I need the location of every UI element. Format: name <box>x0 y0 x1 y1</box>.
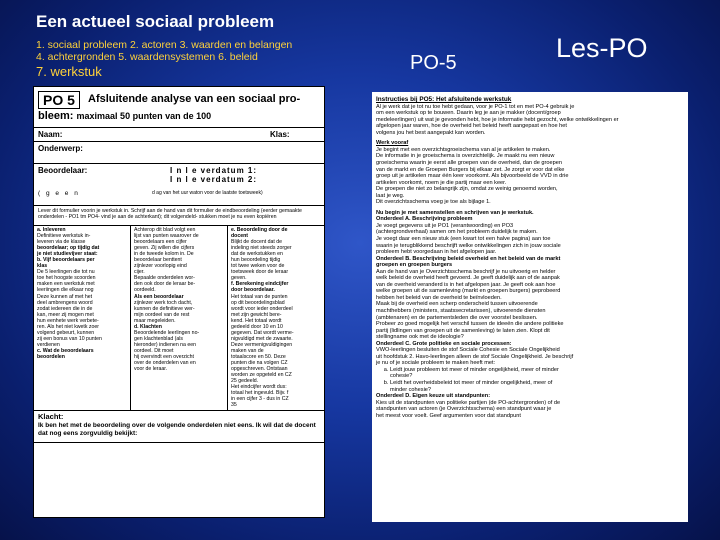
column-line: lijst van punten waarover de <box>134 233 199 240</box>
column-line: beoordelaars een cijfer <box>134 239 187 246</box>
geen-note: ( g e e n <box>38 190 80 197</box>
form-heading-line-1: Afsluitende analyse van een sociaal pro- <box>88 93 301 105</box>
column-line: totaalscore en 50. Deze <box>231 353 286 360</box>
instruction-line: b. Leidt het overheidsbeleid tot meer of minder ongelijkheid, meer of <box>376 380 553 387</box>
column-line: b. Vijf beoordelaars per <box>37 257 95 264</box>
column-line: je niet studievijver staat: <box>37 251 98 258</box>
form-columns <box>34 226 324 411</box>
column-line: Deze kunnen af met het <box>37 293 93 300</box>
slide-title: Een actueel sociaal probleem <box>36 12 275 31</box>
instruction-line: Maak bij de overheid een scherp onderscheid tussen uitvoerende <box>376 301 538 308</box>
subtitle-line-1: 1. sociaal probleem 2. actoren 3. waarden en belangen <box>36 39 293 51</box>
column-line: 35 <box>231 402 237 409</box>
column-line: gedeeld door 10 en 10 <box>231 323 283 330</box>
column-line: voor de leraar. <box>134 366 168 373</box>
column-line: zijnlezer voorlopig eind <box>134 263 187 270</box>
instruction-line: van de markt en de Groepen Burgers bij elkaar zet. Je zorgt er voor dat elke <box>376 166 565 173</box>
instruction-line: volgens jou het best aangepakt kan worden. <box>376 129 486 136</box>
column-line: toe het hoogste scoorden <box>37 275 96 282</box>
column-line: e. Beoordeling door de <box>231 227 288 233</box>
instruction-line: a. Leidt jouw probleem tot meer of minder ongelijkheid, meer of minder <box>376 366 559 373</box>
instruction-line: (achtergrondverhaal) samen om het probleem duidelijk te maken. <box>376 229 538 236</box>
column-line: maken een werkstuk met <box>37 281 95 288</box>
instruction-line: artikelen voorkomt, noem je die partij maar een keer. <box>376 179 507 186</box>
column-line: geven. <box>231 275 247 282</box>
column-line: cijer. <box>134 269 145 276</box>
werk-vooraf <box>376 147 684 206</box>
instruction-line: probleem hebt voorgedaan in het afgelopen jaar. <box>376 249 497 256</box>
instruction-line: je nu of je sociale probleem te maken heeft met: <box>376 360 496 367</box>
column-line: Als een beoordelaar <box>134 293 184 300</box>
klacht-label: Klacht: <box>38 412 64 421</box>
column-line: Deze vermenigvuldigingen <box>231 341 293 348</box>
form-heading-line-2 <box>38 110 211 123</box>
klacht-section <box>34 411 324 443</box>
column-line: geven. Zij willen die cijfers <box>134 245 195 252</box>
column-line: opgeschreven. Ontstaan <box>231 366 288 373</box>
klas-label: Klas: <box>270 130 290 139</box>
column-line: indeling niet steeds zorger <box>231 245 292 252</box>
instruction-line: Dit overzichtsschema voeg je toe als bijlage 1. <box>376 199 491 206</box>
column-line: beoordelaar benttent <box>134 257 182 264</box>
column-line: leeriingen die elkaar nog <box>37 287 94 294</box>
column-line: De 5 leerlingen die tot nu <box>37 269 95 276</box>
heading-bleem: bleem: <box>38 110 74 122</box>
lesson-label: Les-PO <box>556 33 648 63</box>
column-line: kan, meer zij mogen met <box>37 311 94 318</box>
instruction-line: Onderdeel A. Beschrijving probleem <box>376 216 473 223</box>
column-line: volgend gebeurt, kunnen <box>37 329 95 336</box>
dag-note: d ag van het uur waton voor de laatste toetsweek) <box>152 190 263 196</box>
column-line: kend. Het totaal wordt <box>231 317 282 324</box>
form-header <box>34 87 324 128</box>
inleverdatum-1: I n l e verdatum 1: <box>170 166 258 175</box>
column-line: Achterop dit blad volgt een <box>134 227 196 233</box>
column-line: over de onderdelen van en <box>134 360 196 367</box>
column-line: totaal het ingevuld. Bijv. f <box>231 390 289 397</box>
instruction-line: De informatie in je groeischema is overzichtelijk. Je maakt nu een nieuw <box>376 153 555 160</box>
column-line: leveren via de klasse <box>37 239 86 246</box>
column-line: hieronder) indienen na een <box>134 341 197 348</box>
column-line: oordeel. Dit moet <box>134 347 174 354</box>
column-line: op dit beoordelingsblad <box>231 299 285 306</box>
instruction-line: het meest voor voelt. Geef argumenten voor dat standpunt <box>376 412 521 419</box>
column-line: zij een bonus van 10 punten <box>37 335 102 342</box>
beoordelaar-row <box>34 164 324 206</box>
instruction-line: Je voegt gegevens uit je PO1 (verantwoording) en PO3 <box>376 222 514 229</box>
column-line: a. Inleveren <box>37 227 66 233</box>
instruction-line: stellingname ook met de ideologie? <box>376 334 464 341</box>
column-line: Definitieve werkstuk in- <box>37 233 91 240</box>
column-line: f. Berekening eindcijfer <box>231 281 289 288</box>
instruction-line: groepen en groepen burgers <box>376 262 453 269</box>
po-label: PO-5 <box>410 52 457 74</box>
beoordelaar-label: Beoordelaar: <box>38 166 88 175</box>
onderwerp-label: Onderwerp: <box>38 144 83 153</box>
column-2 <box>130 226 227 410</box>
instruction-line: Je voegt daar een nieuw stuk (een kwart tot een halve pagina) aan toe <box>376 235 551 242</box>
instruction-line: uit hoofdstuk 2. Havo-leerlingen alleen de stof Sociale Ongelijkheid. Je beschrijf <box>376 353 574 360</box>
column-line: worden ze opgeteld en CZ <box>231 372 292 379</box>
instruction-line: Onderdeel D. Eigen keuze uit standpunten: <box>376 393 491 400</box>
klacht-text: Ik ben het met de beoordeling over de volgende onderdelen niet eens. Ik wil dat de docent dat nog eens zorgvuldig bekijkt: <box>38 422 316 437</box>
subtitle-line-3: 7. werkstuk <box>36 64 102 79</box>
instruction-line: VWO-leerlingen besluiten de stof Sociale Cohesie en Sociale Ongelijkheid <box>376 347 560 354</box>
column-line: hun beoordeling tijdig <box>231 257 281 264</box>
column-line: Het totaal van de punten <box>231 293 288 300</box>
column-line: Beoordelende leerlingen no- <box>134 329 200 336</box>
naam-label: Naam: <box>38 130 63 139</box>
column-line: in een cijfer 3 - dus in CZ <box>231 396 289 403</box>
column-line: mijn oordeel van de rest <box>134 311 190 318</box>
column-line: zijnlezer werk toch dacht, <box>134 299 193 306</box>
inleverdatum-2: I n l e verdatum 2: <box>170 175 258 184</box>
column-line: verdienen <box>37 341 60 348</box>
assessment-form-scan <box>33 86 325 518</box>
instruction-line: Onderdeel C. Grote politieke en sociale processen: <box>376 340 512 347</box>
column-line: ren. Als het niet kwetk zoer <box>37 323 99 330</box>
column-line: gegeven. Dat wordt verme- <box>231 329 294 336</box>
instructions-scan <box>372 92 688 522</box>
instruction-line: De groepen die niet zo belangrijk zijn, omdat ze weinig genoemd worden, <box>376 186 558 193</box>
column-line: Bepaalde onderdelen wor- <box>134 275 195 282</box>
column-line: maken van de <box>231 347 264 354</box>
instruction-line: (ambtenaren) en de partementsleden die over voorstel beslissen. <box>376 314 538 321</box>
column-line: nigvuldigd met de zwaarte. <box>231 335 293 342</box>
column-line: in de tweede kolom in. De <box>134 251 194 258</box>
column-line: gen klachtenblad (als <box>134 335 184 342</box>
column-line: deel ambrengens woord <box>37 299 93 306</box>
instruction-line: welk beleid de overheid heeft gevoerd. Je geeft duidelijk aan of de aanpak <box>376 275 560 282</box>
instruction-line: Kies uit de standpunten van politieke partijen (de PO-achtergronden) of de <box>376 399 561 406</box>
instruction-line: welke groepen uit de samenleving (markt en groepen burgers) geprobeerd <box>376 288 561 295</box>
instruction-line: Je begint met een overzichtsgroeischema van al je artikelen te maken. <box>376 146 551 153</box>
naam-row <box>34 128 324 142</box>
instruction-line: minder cohesie? <box>376 386 432 393</box>
column-line: met zijn gewicht bere- <box>231 311 282 318</box>
column-1 <box>34 226 130 410</box>
instruction-line: cohesie? <box>376 373 413 380</box>
instruction-line: partij (lidlingen van groepen uit de samenleving) te laten zien. Klopt dit <box>376 327 550 334</box>
column-line: door beoordelaar. <box>231 287 275 294</box>
instructions-body <box>376 210 684 420</box>
instruction-line: om een werkstuk op te bouwen. Daarin leg je aan je makker (docent/groep <box>376 110 561 117</box>
instructions-heading: Instructies bij PO5: Het afsluitende werkstuk <box>376 96 512 103</box>
instruction-line: medeleerlingen) uit wat je gevonden hebt, hoe je informatie hebt gezocht, welke ontwikkelingen er <box>376 116 619 123</box>
column-line: d. Klachten <box>134 323 162 330</box>
instruction-line: groep uit je artikelen maar één keer voorkomt. Als bijvoorbeeld de VVD in drie <box>376 173 569 180</box>
column-line: 25 gedeeld. <box>231 378 259 385</box>
column-line: c. Wat de beoordelaars <box>37 347 94 354</box>
column-line: toetsweek door de leraar <box>231 269 289 276</box>
instruction-line: groeischema waarin je eerst alle groepen van de overheid, dan de groepen <box>376 159 562 166</box>
instruction-line: standpunten van actoren (je Overzichtsschema) een standpunt waar je <box>376 406 552 413</box>
column-line: zodat iedereen die in de <box>37 305 93 312</box>
instruction-line: van de overheid veranderd is in het afgelopen jaar. Je geeft ook aan hoe <box>376 281 556 288</box>
werk-heading: Werk vooraf <box>376 140 409 147</box>
column-line: hun eenhete werk verbete- <box>37 317 99 324</box>
instructions-intro <box>376 104 684 137</box>
column-line: tot twee weken voor de <box>231 263 285 270</box>
instruction-line: Al je werk dat je tot nu toe hebt gedaan, voor je PO-1 tot en met PO-4 gebruik je <box>376 103 575 110</box>
instruction-line: Onderdeel B. Beschrijving beleid overheid en het beleid van de markt <box>376 255 561 262</box>
column-line: klas <box>37 263 48 270</box>
po-box: PO 5 <box>38 91 80 109</box>
column-line: beoordelen <box>37 353 65 360</box>
instruction-line: afgelopen jaar waren, hoe de overheid het beleid heeft aangepast en hoe het <box>376 123 567 130</box>
instruction-line: Nu begin je met samenstellen en schrijven van je werkstuk. <box>376 209 534 216</box>
column-line: Het eindcijfer wordt dus: <box>231 384 287 391</box>
column-line: kunnen de definitieve wer- <box>134 305 195 312</box>
column-line: wordt voor ieder onderdeel <box>231 305 293 312</box>
column-line: docent <box>231 233 249 240</box>
column-line: beoordelaar; op tijdig dat <box>37 245 100 252</box>
instruction-line: Aan de hand van je Overzichtsschema beschrijf je nu uitvoerig en helder <box>376 268 556 275</box>
column-line: oordeeld. <box>134 287 156 294</box>
heading-points: maximaal 50 punten van de 100 <box>76 111 212 121</box>
column-line: den ook door de leraar be- <box>134 281 196 288</box>
column-line: punten die na volgen CZ <box>231 360 288 367</box>
column-line: maar megeleiden. <box>134 317 176 324</box>
onderwerp-row <box>34 142 324 164</box>
column-line: dat de werkstukken en <box>231 251 283 258</box>
instruction-line: laat je weg. <box>376 192 405 199</box>
subtitle-line-2: 4. achtergronden 5. waardensystemen 6. beleid <box>36 51 258 63</box>
column-line: hij overvindt een overzicht <box>134 353 194 360</box>
instruction-line: waarin je terugblikkend beschrijft welke ontwikkelingen zich in jouw sociale <box>376 242 561 249</box>
instruction-line: Probeer zo goed mogelijk het verschil tussen de ideeën die andere politieke <box>376 321 564 328</box>
instruction-line: machthebbers (ministers, staatssecretarissen), uitvoerende diensten <box>376 308 546 314</box>
slide-subtitle <box>36 39 336 63</box>
column-line: Blijkt de docent dat de <box>231 239 283 246</box>
instruction-line: hebben het beleid van de overheid te beïnvloeden. <box>376 294 502 301</box>
form-intro: Lever dit formulier voorin je werkstuk in. Schrijf aan de hand van dit formulier de eindbeoordeling (eerder gemaakte onderdelen - PO1 tm PO4- vind je aan de achterkant); dit volgendeld- stukken moet je nu even kopiëren <box>34 206 324 226</box>
column-3 <box>227 226 324 410</box>
